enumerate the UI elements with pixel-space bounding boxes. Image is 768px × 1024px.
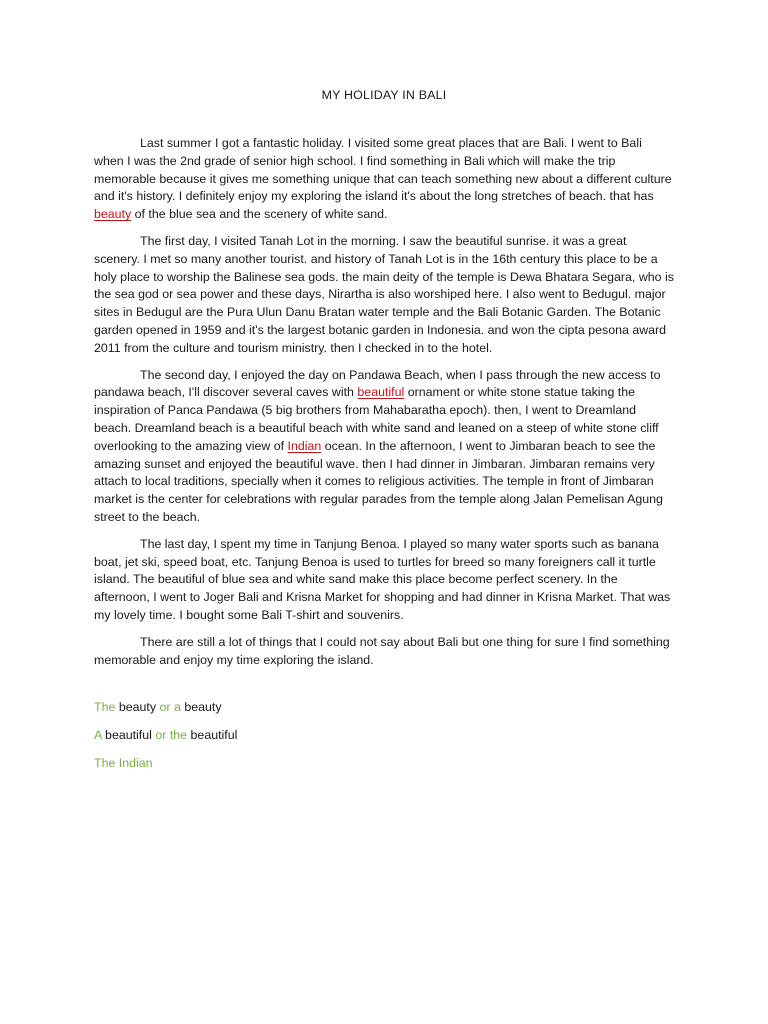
note-line-2 — [94, 727, 674, 745]
paragraph-1-text-b: of the blue sea and the scenery of white sand. — [131, 207, 388, 222]
note-2-word-5: beautiful — [190, 728, 238, 743]
paragraph-3-text-a: The second day, I enjoyed the day on Pandawa Beach, when I pass through the new access to pandawa beach, I'll discover several caves with — [94, 367, 661, 400]
note-line-1 — [94, 699, 674, 717]
paragraph-4: The last day, I spent my time in Tanjung Benoa. I played so many water sports such as banana boat, jet ski, speed boat, etc. Tanjung Benoa is used to turtles for breed so many foreigners call it turtle island. The beautiful of blue sea and white sand make this place become perfect scenery. In the afternoon, I went to Joger Bali and Krisna Market for shopping and had dinner in Krisna Market. That was my lovely time. I bought some Bali T-shirt and souvenirs. — [94, 536, 671, 622]
note-2-word-1: A — [94, 728, 102, 743]
paragraph-2: The first day, I visited Tanah Lot in the morning. I saw the beautiful sunrise. it was a great scenery. I met so many another tourist. and history of Tanah Lot is in the 16th century this place to be a holy place to worship the Balinese sea gods. the main deity of the temple is Dewa Bhatara Segara, who is the sea god or sea power and these days, Nirartha is also worshiped here. I also went to Bedugul. major sites in Bedugul are the Pura Ulun Danu Bratan water temple and the Bali Botanic Garden. The Botanic garden opened in 1959 and it's the largest botanic garden in Indonesia. and won the cipta pesona award 2011 from the culture and tourism ministry. then I checked in to the hotel. — [94, 233, 674, 355]
note-line-3: The Indian — [94, 755, 153, 770]
marked-word-indian: Indian — [287, 438, 322, 453]
note-2-word-2: beautiful — [105, 728, 152, 743]
paragraph-1-text-a: Last summer I got a fantastic holiday. I visited some great places that are Bali. I went to Bali when I was the 2nd grade of senior high school. I find something in Bali which will make the trip memorable because it gives me something unique that can teach something new about a different culture and it's history. I definitely enjoy my exploring the island it's about the long stretches of beach. that has — [94, 136, 672, 204]
note-1-word-4: a — [173, 700, 181, 715]
paragraph-1 — [94, 135, 674, 224]
marked-word-beautiful: beautiful — [357, 385, 405, 400]
paragraph-3-text-c: ocean. In the afternoon, I went to Jimbaran beach to see the amazing sunset and enjoyed the beautiful wave. then I had dinner in Jimbaran. Jimbaran remains very attach to local traditions, specially when it comes to religious activities. The temple in front of Jimbaran market is the center for celebrations with regular parades from the temple along Jalan Pemelisan Agung street to the beach. — [94, 438, 663, 524]
note-1-word-3: or — [159, 700, 171, 715]
note-1-word-5: beauty — [184, 700, 222, 715]
document-title: MY HOLIDAY IN BALI — [321, 88, 447, 102]
paragraph-3-text-b: ornament or white stone statue taking the inspiration of Panca Pandawa (5 big brothers from Mahabaratha epoch). then, I went to Dreamland beach. Dreamland beach is a beautiful beach with white sand and leaned on a steep of white stone cliff overlooking to the amazing view of — [94, 385, 659, 453]
paragraph-5: There are still a lot of things that I could not say about Bali but one thing for sure I find something memorable and enjoy my time exploring the island. — [94, 634, 670, 667]
note-2-word-4: the — [169, 728, 188, 743]
paragraph-3 — [94, 367, 674, 527]
note-2-word-3: or — [155, 728, 167, 743]
marked-word-beauty: beauty — [94, 207, 132, 222]
correction-notes — [94, 699, 674, 772]
note-1-word-1: The — [94, 700, 116, 715]
note-1-word-2: beauty — [118, 700, 157, 715]
